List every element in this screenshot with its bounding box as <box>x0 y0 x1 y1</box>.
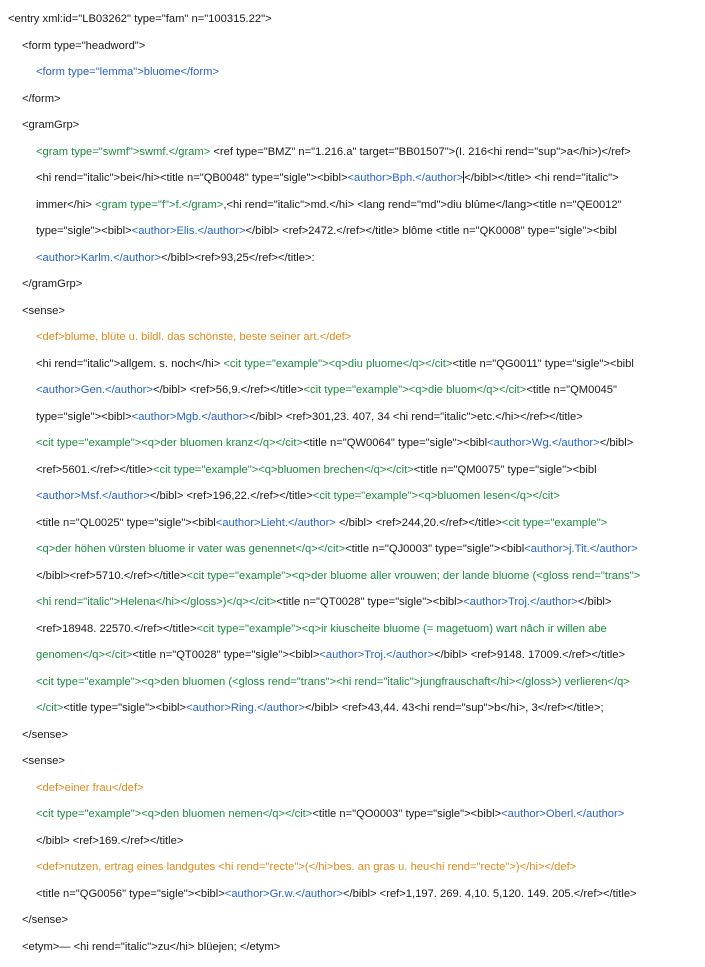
xml-token: </cit> <box>36 702 64 714</box>
xml-line[interactable] <box>8 722 697 749</box>
xml-line[interactable] <box>8 828 697 855</box>
xml-token: </bibl> <ref>2472.</ref></title> blôme <title n="QK0008" type="sigle"><bibl <box>245 225 617 237</box>
xml-token: </bibl></title> <hi rend="italic"> <box>464 172 619 184</box>
xml-token: <author>Lieht.</author> <box>215 516 336 529</box>
xml-line[interactable] <box>8 881 697 908</box>
xml-token: <title n="QL0025" type="sigle"><bibl <box>36 516 216 529</box>
xml-token: <entry xml:id="LB03262" type="fam" n="100315.22"> <box>8 13 272 25</box>
xml-token: immer</hi> <box>36 198 96 211</box>
xml-line[interactable] <box>8 377 697 404</box>
xml-token: <gram type="swmf">swmf.</gram> <box>36 145 211 158</box>
xml-token: </form> <box>22 92 61 105</box>
xml-token: </sense> <box>22 728 69 741</box>
xml-token: <ref type="BMZ" n="1.216.a" target="BB01507">(I. 216<hi rend="sup">a</hi>)</ref> <box>210 145 631 158</box>
xml-token: <author>Mgb.</author> <box>131 410 250 423</box>
xml-token: </bibl> <ref>301,23. 407, 34 <hi rend="italic">etc.</hi></ref></title> <box>249 410 583 423</box>
xml-token: <cit type="example"><q>ir kiuscheite bluome (= magetuom) wart nâch ir willen abe <box>196 622 607 635</box>
xml-token: <cit type="example"><q>der bluomen kranz</q></cit> <box>36 437 303 449</box>
xml-token: <def>blume, blüte u. bildl. das schönste, beste seiner art.</def> <box>36 331 352 343</box>
xml-token: <cit type="example"><q>die bluom</q></cit> <box>303 384 527 396</box>
xml-line[interactable] <box>8 589 697 616</box>
xml-line[interactable] <box>8 801 697 828</box>
xml-token: </bibl> <box>599 437 634 449</box>
xml-token: <author>Troj.</author> <box>319 649 435 661</box>
xml-token: <title n="QO0003" type="sigle"><bibl> <box>312 808 502 820</box>
xml-token: <form type="lemma">bluome</form> <box>36 66 219 78</box>
xml-line[interactable] <box>8 907 697 934</box>
xml-line[interactable] <box>8 271 697 298</box>
xml-token: <hi rend="italic">allgem. s. noch</hi> <box>36 357 224 370</box>
xml-line[interactable] <box>8 536 697 563</box>
xml-token: <form type="headword"> <box>22 39 146 52</box>
xml-token: <title type="sigle"><bibl> <box>63 702 187 714</box>
xml-token: </bibl> <box>577 596 612 608</box>
xml-token: </gramGrp> <box>22 278 83 290</box>
xml-token: <author>Ring.</author> <box>186 702 305 714</box>
xml-token: </bibl><ref>93,25</ref></title>: <box>161 251 315 264</box>
xml-line[interactable] <box>8 6 697 33</box>
xml-token: <author>Gen.</author> <box>36 384 153 396</box>
xml-token: <title n="QG0011" type="sigle"><bibl <box>452 357 634 370</box>
xml-token: <gram type="f">f.</gram> <box>95 198 224 211</box>
xml-token: </bibl> <ref>43,44. 43<hi rend="sup">b</hi>, 3</ref></title>; <box>304 702 604 714</box>
xml-line[interactable] <box>8 854 697 881</box>
xml-line[interactable] <box>8 192 697 219</box>
xml-token: <title n="QT0028" type="sigle"><bibl> <box>276 596 464 608</box>
xml-token: <def>einer frau</def> <box>36 781 144 794</box>
xml-token: <author>Wg.</author> <box>487 437 600 449</box>
xml-token: <ref>5601.</ref></title> <box>36 463 153 476</box>
xml-token: <cit type="example"><q>den bluomen nemen</q></cit> <box>36 808 313 820</box>
xml-line[interactable] <box>8 510 697 537</box>
xml-line[interactable] <box>8 139 697 166</box>
xml-line[interactable] <box>8 112 697 139</box>
xml-token: <cit type="example"><q>bluomen lesen</q></cit> <box>312 490 560 502</box>
xml-line[interactable] <box>8 218 697 245</box>
xml-line[interactable] <box>8 245 697 272</box>
xml-token: <author>Msf.</author> <box>36 490 150 502</box>
xml-token: <author>Karlm.</author> <box>36 251 162 264</box>
xml-token: </bibl> <ref>244,20.</ref></title> <box>335 516 502 529</box>
xml-line[interactable] <box>8 298 697 325</box>
xml-token: </bibl> <ref>169.</ref></title> <box>36 834 184 847</box>
xml-token: <author>Oberl.</author> <box>501 808 625 820</box>
xml-line[interactable] <box>8 165 697 192</box>
xml-line[interactable] <box>8 616 697 643</box>
xml-token: <hi rend="italic">bei</hi><title n="QB0048" type="sigle"><bibl> <box>36 172 348 184</box>
xml-token: <def>nutzen, ertrag eines landgutes <hi rend="recte">(</hi>bes. an gras u. heu<hi rend="recte">)</hi></def> <box>36 861 577 873</box>
xml-token: type="sigle"><bibl> <box>36 225 132 237</box>
xml-token: </bibl> <ref>196,22.</ref></title> <box>149 490 313 502</box>
xml-token: <gramGrp> <box>22 119 80 131</box>
xml-token: <cit type="example"><q>bluomen brechen</q></cit> <box>152 463 414 476</box>
xml-token: <author>j.Tit.</author> <box>524 543 638 555</box>
xml-token: <author>Gr.w.</author> <box>224 887 343 900</box>
xml-line[interactable] <box>8 695 697 722</box>
xml-line[interactable] <box>8 775 697 802</box>
xml-token: <cit type="example"><q>diu pluome</q></cit> <box>223 357 453 370</box>
xml-token: <title n="QM0075" type="sigle"><bibl <box>413 463 597 476</box>
xml-token: ,<hi rend="italic">md.</hi> <lang rend="md">diu blûme</lang><title n="QE0012" <box>223 198 622 211</box>
xml-token: <ref>18948. 22570.</ref></title> <box>36 622 197 635</box>
xml-line[interactable] <box>8 483 697 510</box>
xml-token: <author>Troj.</author> <box>463 596 578 608</box>
xml-token: <cit type="example"><q>den bluomen (<gloss rend="trans"><hi rend="italic">jungfrauschaft</hi></gloss>) verlieren</q> <box>36 675 630 688</box>
xml-token: genomen</q></cit> <box>36 649 133 661</box>
xml-line[interactable] <box>8 563 697 590</box>
xml-token: <title n="QM0045" <box>526 384 617 396</box>
xml-line[interactable] <box>8 669 697 696</box>
xml-line[interactable] <box>8 33 697 60</box>
xml-line[interactable] <box>8 748 697 775</box>
xml-line[interactable] <box>8 934 697 961</box>
xml-token: <sense> <box>22 304 65 317</box>
xml-token: <title n="QJ0003" type="sigle"><bibl <box>345 543 525 555</box>
xml-token: <title n="QT0028" type="sigle"><bibl> <box>132 649 320 661</box>
xml-token: <cit type="example"> <box>501 516 608 529</box>
xml-token: </bibl><ref>5710.</ref></title> <box>36 569 187 582</box>
xml-token: <title n="QW0064" type="sigle"><bibl <box>302 437 488 449</box>
xml-line[interactable] <box>8 457 697 484</box>
xml-token: <author>Elis.</author> <box>131 225 246 237</box>
xml-line[interactable] <box>8 86 697 113</box>
xml-token: <etym>— <hi rend="italic">zu</hi> blüejen; </etym> <box>22 940 281 953</box>
xml-line[interactable] <box>8 430 697 457</box>
xml-token: <hi rend="italic">Helena</hi></gloss>)</q></cit> <box>36 596 277 608</box>
xml-token: </bibl> <ref>56,9.</ref></title> <box>152 384 304 396</box>
xml-token: <cit type="example"><q>der bluome aller vrouwen; der lande bluome (<gloss rend="trans"> <box>186 569 641 582</box>
xml-line[interactable] <box>8 351 697 378</box>
xml-line[interactable] <box>8 59 697 86</box>
xml-token: </sense> <box>22 914 69 926</box>
xml-line[interactable] <box>8 642 697 669</box>
xml-token: <q>der höhen vürsten bluome ir vater was genennet</q></cit> <box>36 543 346 555</box>
xml-line[interactable] <box>8 404 697 431</box>
xml-token: <title n="QG0056" type="sigle"><bibl> <box>36 887 225 900</box>
xml-token: <sense> <box>22 755 65 767</box>
xml-line[interactable] <box>8 324 697 351</box>
xml-token: </bibl> <ref>9148. 17009.</ref></title> <box>434 649 625 661</box>
xml-token: type="sigle"><bibl> <box>36 410 132 423</box>
xml-token: </bibl> <ref>1,197. 269. 4,10. 5,120. 149. 205.</ref></title> <box>342 887 637 900</box>
xml-token: <author>Bph.</author> <box>347 172 464 184</box>
